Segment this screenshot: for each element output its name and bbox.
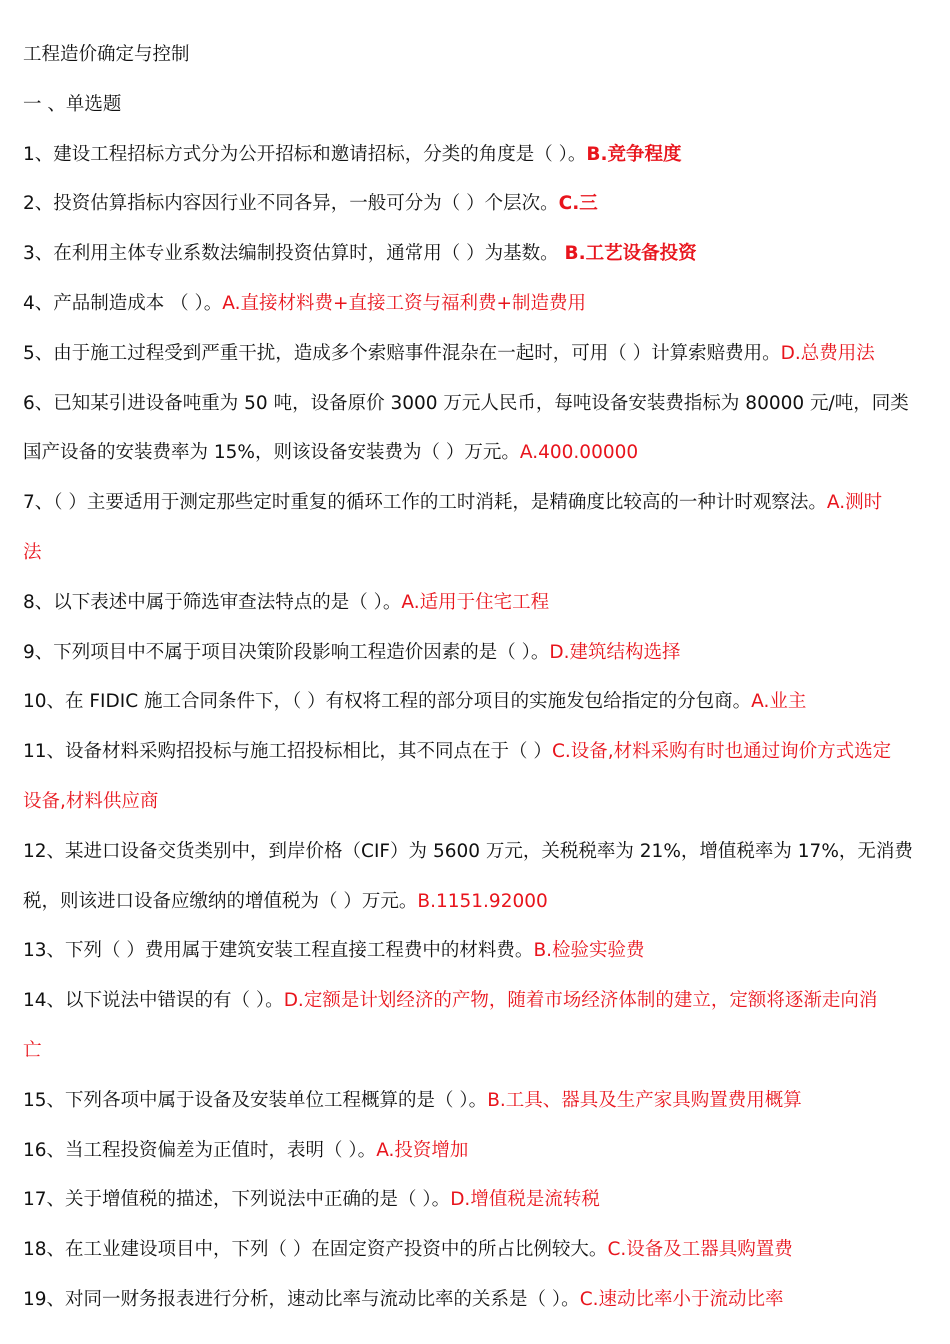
question-text: 14、以下说法中错误的有（ ）。 (23, 990, 284, 1012)
question-text: 11、设备材料采购招投标与施工招投标相比，其不同点在于（ ） (23, 741, 552, 763)
question-line (23, 877, 925, 927)
question-text: 16、当工程投资偏差为正值时，表明（ ）。 (23, 1139, 377, 1161)
section-heading: 一 、单选题 (23, 93, 122, 115)
question-text: 17、关于增值税的描述，下列说法中正确的是（ ）。 (23, 1189, 451, 1211)
question-text: 18、在工业建设项目中，下列（ ）在固定资产投资中的所占比例较大。 (23, 1239, 608, 1261)
answer-text: B.检验实验费 (533, 940, 645, 962)
answer-text: B.工艺设备投资 (564, 243, 697, 265)
answer-text: A.适用于住宅工程 (401, 591, 550, 613)
question-text: 13、下列（ ）费用属于建筑安装工程直接工程费中的材料费。 (23, 940, 534, 962)
question-line (23, 130, 925, 180)
question-text: 9、下列项目中不属于项目决策阶段影响工程造价因素的是（ ）。 (23, 641, 550, 663)
answer-text: 法 (23, 541, 42, 563)
answer-text: B.竞争程度 (586, 143, 682, 165)
question-text: 3、在利用主体专业系数法编制投资估算时，通常用（ ）为基数。 (23, 243, 565, 265)
question-text: 5、由于施工过程受到严重干扰，造成多个索赔事件混杂在一起时，可用（ ）计算索赔费用。 (23, 342, 781, 364)
question-text: 2、投资估算指标内容因行业不同各异，一般可分为（ ）个层次。 (23, 193, 559, 215)
answer-text: A.测时 (826, 492, 883, 514)
document-page (23, 30, 925, 1325)
answer-text: D.建筑结构选择 (549, 641, 681, 663)
answer-text: C.速动比率小于流动比率 (579, 1288, 784, 1310)
question-text: 10、在 FIDIC 施工合同条件下，（ ）有权将工程的部分项目的实施发包给指定的分包商。 (23, 691, 752, 713)
question-text: 15、下列各项中属于设备及安装单位工程概算的是（ ）。 (23, 1089, 488, 1111)
question-line (23, 578, 925, 628)
question-text: 国产设备的安装费率为 15%，则该设备安装费为（ ）万元。 (23, 442, 520, 464)
question-line (23, 428, 925, 478)
question-line (23, 677, 925, 727)
question-line (23, 1275, 925, 1325)
answer-text: B.工具、器具及生产家具购置费用概算 (487, 1089, 802, 1111)
question-list (23, 130, 925, 1325)
answer-text: D.总费用法 (780, 342, 875, 364)
question-text: 12、某进口设备交货类别中，到岸价格（CIF）为 5600 万元，关税税率为 21%，增值税率为 17%，无消费 (23, 840, 913, 862)
question-text: 8、以下表述中属于筛选审查法特点的是（ ）。 (23, 591, 402, 613)
question-line (23, 279, 925, 329)
question-line (23, 1076, 925, 1126)
question-line (23, 1026, 925, 1076)
question-line (23, 229, 925, 279)
question-line (23, 727, 925, 777)
question-line (23, 329, 925, 379)
answer-text: 亡 (23, 1039, 42, 1061)
answer-text: A.直接材料费+直接工资与福利费+制造费用 (222, 292, 587, 314)
question-line (23, 1175, 925, 1225)
answer-text: A.投资增加 (376, 1139, 469, 1161)
question-text: 税，则该进口设备应缴纳的增值税为（ ）万元。 (23, 890, 418, 912)
answer-text: D.定额是计划经济的产物，随着市场经济体制的建立，定额将逐渐走向消 (283, 990, 878, 1012)
question-line (23, 478, 925, 528)
question-line (23, 976, 925, 1026)
question-line (23, 179, 925, 229)
answer-text: D.增值税是流转税 (450, 1189, 600, 1211)
answer-text: 设备,材料供应商 (23, 790, 159, 812)
question-line (23, 628, 925, 678)
question-line (23, 528, 925, 578)
question-text: 4、产品制造成本 （ ）。 (23, 292, 223, 314)
answer-text: A.业主 (751, 691, 807, 713)
question-line (23, 926, 925, 976)
answer-text: B.1151.92000 (417, 890, 548, 912)
question-text: 1、建设工程招标方式分为公开招标和邀请招标，分类的角度是（ ）。 (23, 143, 587, 165)
document-title: 工程造价确定与控制 (23, 44, 190, 65)
question-text: 6、已知某引进设备吨重为 50 吨，设备原价 3000 万元人民币，每吨设备安装费指标为 80000 元/吨，同类 (23, 392, 909, 414)
answer-text: C.设备及工器具购置费 (607, 1239, 793, 1261)
question-text: 19、对同一财务报表进行分析，速动比率与流动比率的关系是（ ）。 (23, 1288, 580, 1310)
answer-text: C.三 (558, 193, 598, 215)
question-text: 7、（ ）主要适用于测定那些定时重复的循环工作的工时消耗，是精确度比较高的一种计时观察法。 (23, 492, 827, 514)
question-line (23, 1126, 925, 1176)
question-line (23, 777, 925, 827)
answer-text: C.设备,材料采购有时也通过询价方式选定 (551, 741, 892, 763)
question-line (23, 379, 925, 429)
question-line (23, 827, 925, 877)
question-line (23, 1225, 925, 1275)
answer-text: A.400.00000 (519, 442, 639, 464)
